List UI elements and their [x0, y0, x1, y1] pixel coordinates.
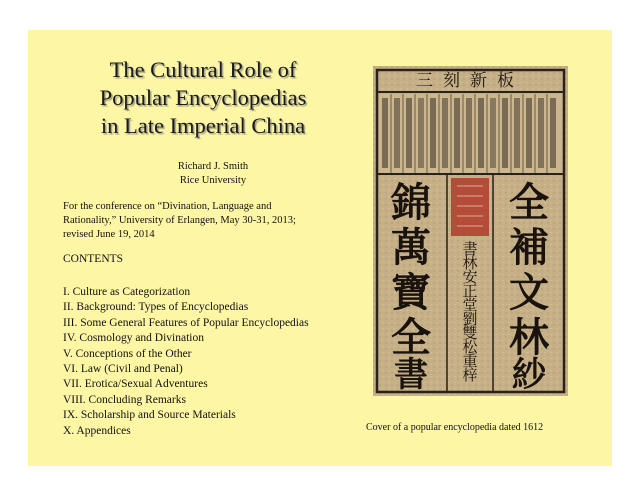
contents-heading: CONTENTS	[63, 253, 124, 265]
author-name: Richard J. Smith	[177, 161, 249, 172]
contents-item: VI. Law (Civil and Penal)	[63, 363, 183, 376]
cover-right-char-4: 林	[509, 315, 549, 361]
cover-red-seal	[451, 178, 489, 236]
author-block	[128, 160, 298, 188]
svg-text:安: 安	[462, 268, 478, 286]
svg-text:重: 重	[462, 352, 478, 370]
contents-list	[63, 285, 309, 439]
contents-item: I. Culture as Categorization	[63, 286, 191, 298]
slide	[28, 30, 612, 466]
title-line-1: The Cultural Role of	[109, 57, 297, 82]
conference-line-2: Rationality,” University of Erlangen, May 30-31, 2013;	[63, 215, 296, 226]
encyclopedia-cover-image	[373, 66, 568, 396]
contents-item: V. Conceptions of the Other	[63, 347, 192, 360]
contents-item: IV. Cosmology and Divination	[63, 332, 204, 345]
svg-text:雙: 雙	[462, 324, 478, 342]
title-line-2: Popular Encyclopedias	[99, 85, 307, 110]
cover-left-char-5: 書	[394, 355, 428, 395]
svg-text:堂: 堂	[462, 296, 478, 314]
cover-left-char-3: 寶	[391, 270, 431, 316]
svg-text:林: 林	[462, 254, 478, 272]
slide-title	[68, 56, 338, 140]
cover-illustration	[373, 66, 568, 396]
conference-line-3: revised June 19, 2014	[63, 229, 155, 240]
cover-caption: Cover of a popular encyclopedia dated 1612	[366, 422, 544, 433]
conference-line-1: For the conference on “Divination, Language and	[63, 201, 272, 212]
cover-left-char-2: 萬	[391, 225, 431, 271]
contents-item: VIII. Concluding Remarks	[63, 393, 186, 406]
cover-banner-text: 三刻新板	[416, 71, 524, 91]
cover-right-char-5: 紗	[512, 355, 546, 395]
cover-publisher-line	[462, 240, 478, 384]
svg-text:松: 松	[462, 338, 478, 356]
conference-note	[63, 200, 363, 242]
contents-item: VII. Erotica/Sexual Adventures	[63, 378, 208, 391]
cover-left-title	[390, 180, 431, 395]
contents-item: IX. Scholarship and Source Materials	[63, 409, 236, 422]
svg-text:劉: 劉	[462, 310, 478, 328]
cover-right-title	[509, 180, 550, 395]
svg-text:書: 書	[462, 240, 478, 258]
contents-item: II. Background: Types of Encyclopedias	[63, 301, 249, 314]
cover-right-char-2: 補	[509, 225, 549, 271]
cover-dense-text-block	[379, 94, 562, 174]
svg-text:梓: 梓	[462, 366, 478, 384]
contents-item: X. Appendices	[63, 424, 131, 437]
cover-left-char-4: 全	[391, 315, 431, 361]
contents-item: III. Some General Features of Popular Encyclopedias	[63, 316, 309, 329]
svg-text:正: 正	[462, 282, 478, 300]
cover-right-char-3: 文	[509, 270, 549, 316]
cover-left-char-1: 錦	[391, 180, 431, 226]
author-affiliation: Rice University	[179, 175, 247, 186]
cover-right-char-1: 全	[509, 180, 549, 226]
title-line-3: in Late Imperial China	[100, 113, 306, 138]
